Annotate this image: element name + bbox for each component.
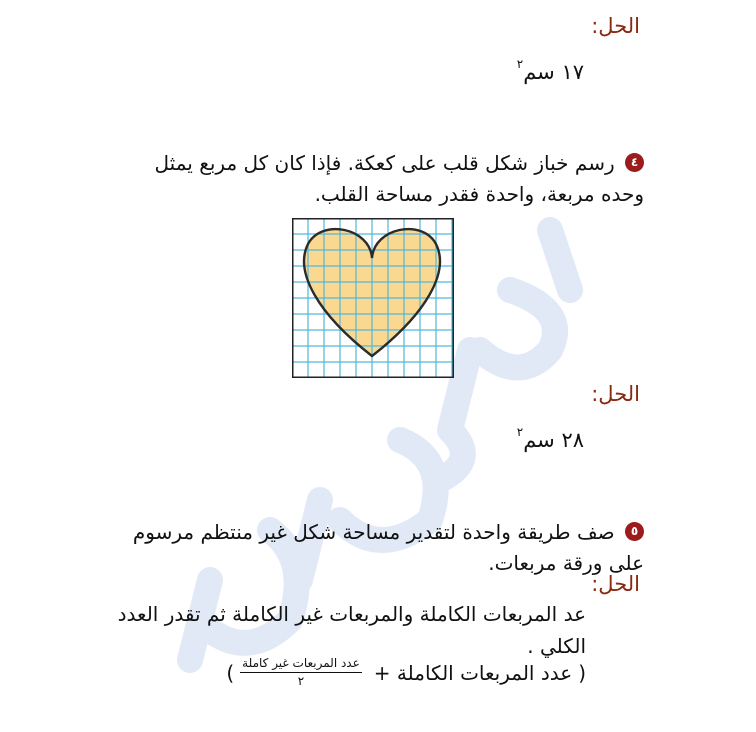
question-5-text: صف طريقة واحدة لتقدير مساحة شكل غير منتظم مرسوم على ورقة مربعات. [132, 520, 644, 575]
question-5-number-badge: ٥ [625, 522, 644, 541]
answer-3-value: ١٧ سم [523, 60, 584, 84]
heart-grid-figure [292, 218, 454, 378]
solution-label-4: الحل: [591, 382, 640, 406]
answer-4-exponent: ٢ [516, 425, 524, 439]
solution-label-3: الحل: [591, 14, 640, 38]
formula-open-paren: ( [578, 660, 586, 685]
answer-4 [516, 425, 584, 452]
formula-fraction [240, 656, 362, 689]
solution-5-text: عد المربعات الكاملة والمربعات غير الكاملة ثم تقدر العدد الكلي . [117, 602, 586, 658]
answer-3 [516, 57, 584, 84]
fraction-denominator: ٢ [297, 674, 305, 688]
answer-3-exponent: ٢ [516, 57, 524, 71]
question-4-text: رسم خباز شكل قلب على كعكة. فإذا كان كل مربع يمثل وحده مربعة، واحدة فقدر مساحة القلب. [154, 151, 644, 206]
question-4 [124, 148, 644, 210]
fraction-numerator: عدد المربعات غير كاملة [240, 656, 362, 673]
formula-close-paren: ) [226, 660, 235, 685]
solution-label-5: الحل: [591, 572, 640, 596]
formula [226, 656, 586, 689]
question-5 [124, 517, 644, 579]
question-4-number-badge: ٤ [625, 153, 644, 172]
answer-4-value: ٢٨ سم [523, 428, 584, 452]
formula-main-term: عدد المربعات الكاملة + [373, 660, 573, 685]
